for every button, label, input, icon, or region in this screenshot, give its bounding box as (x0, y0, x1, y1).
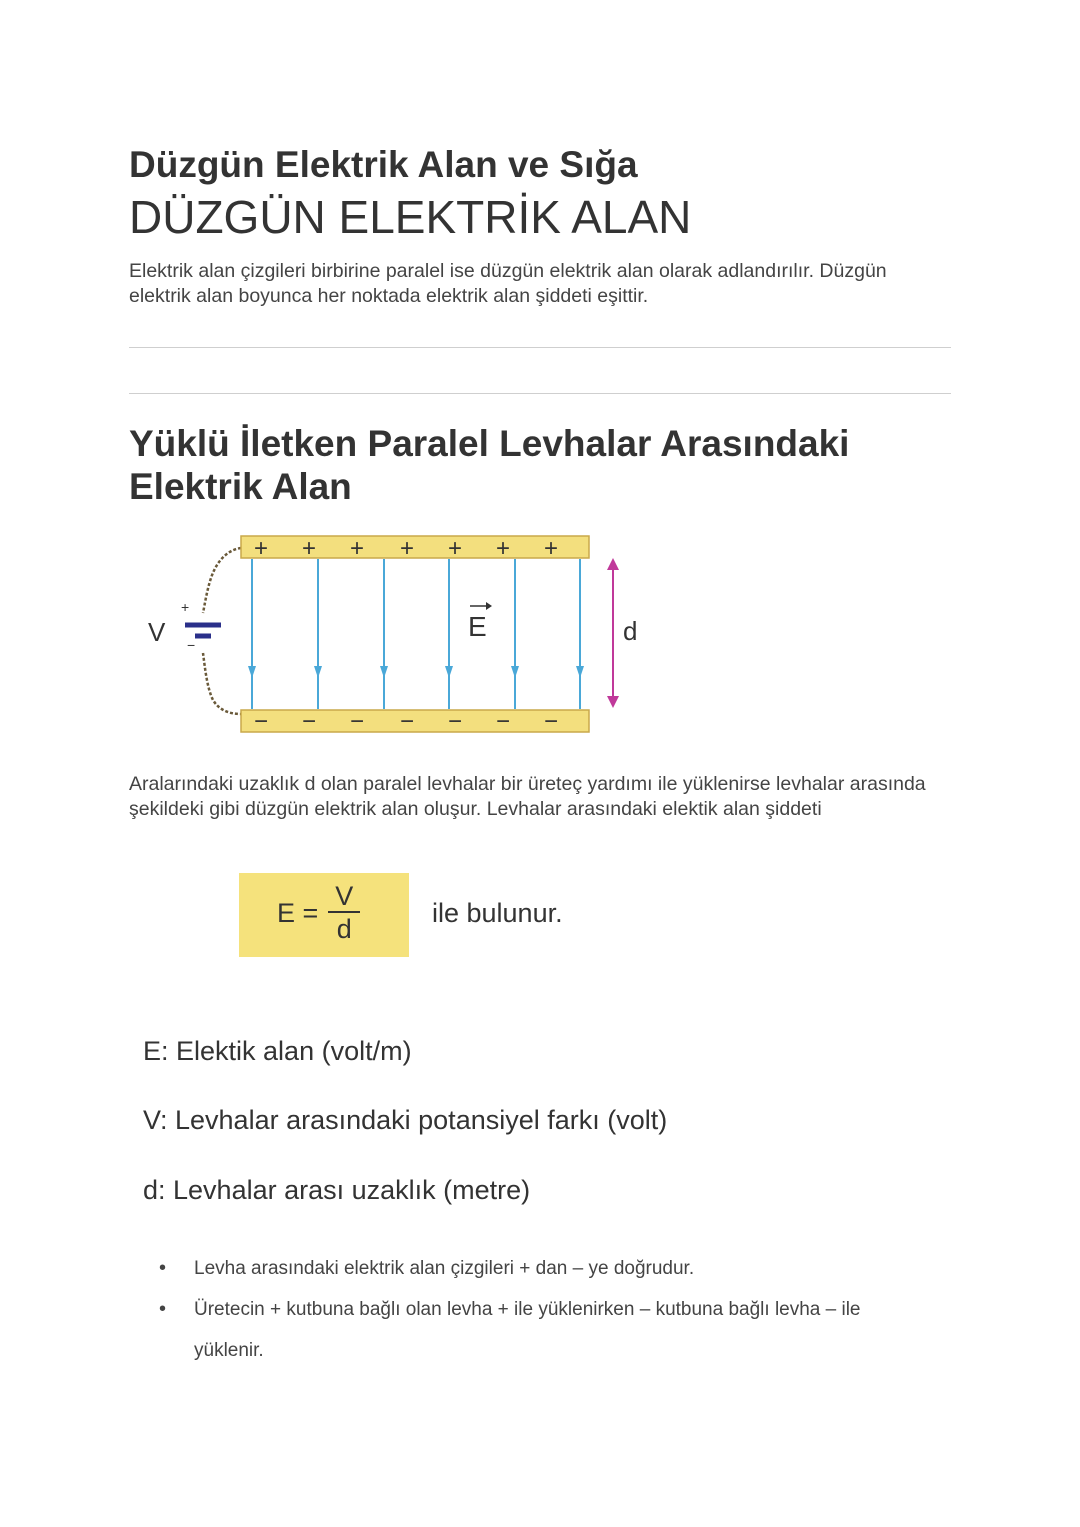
top-plate (241, 536, 589, 558)
bullet-text: Üretecin + kutbuna bağlı olan levha + ile yüklenirken – kutbuna bağlı levha – ile (194, 1299, 861, 1320)
minus-sign: − (349, 708, 365, 735)
bottom-plate (241, 710, 589, 732)
formula-fraction (328, 881, 360, 945)
plus-sign: + (543, 535, 559, 562)
plus-sign: + (495, 535, 511, 562)
formula-tail-text: ile bulunur. (432, 898, 563, 928)
plus-sign: + (253, 535, 269, 562)
field-line (314, 559, 322, 709)
minus-sign: − (301, 708, 317, 735)
field-vector-arrow (470, 602, 492, 610)
wire-coil-bottom (203, 653, 241, 714)
section-title: Yüklü İletken Paralel Levhalar Arasındaki Elektrik Alan (129, 423, 850, 507)
explanation-paragraph: Aralarındaki uzaklık d olan paralel levhalar bir üreteç yardımı ile yüklenirse levhalar arasında şekildeki gibi düzgün elektrik alan oluşur. Levhalar arasındaki elektik alan şiddeti (129, 773, 926, 820)
minus-sign: − (447, 708, 463, 735)
plus-sign: + (447, 535, 463, 562)
divider (129, 393, 951, 394)
plus-sign: + (301, 535, 317, 562)
distance-label: d (623, 616, 638, 646)
plus-sign: + (349, 535, 365, 562)
minus-sign: − (253, 708, 269, 735)
bullet-text: Levha arasındaki elektrik alan çizgileri + dan – ye doğrudur. (194, 1258, 695, 1279)
formula-numerator: V (335, 881, 354, 911)
field-line (576, 559, 584, 709)
field-line (248, 559, 256, 709)
wire-coil-top (203, 548, 241, 613)
plus-sign: + (399, 535, 415, 562)
field-label: E (468, 611, 487, 642)
formula-denominator: d (336, 914, 352, 944)
bullet-dot: • (159, 1298, 167, 1320)
formula-lhs: E = (277, 897, 319, 928)
bullet-dot: • (159, 1257, 167, 1279)
field-lines (248, 559, 584, 709)
battery-plus-sign: + (181, 599, 190, 615)
distance-arrow (607, 558, 619, 708)
intro-paragraph: Elektrik alan çizgileri birbirine paralel ise düzgün elektrik alan olarak adlandırılır. Düzgün elektrik alan boyunca her noktada elektrik alan şiddeti eşittir. (129, 260, 887, 307)
bullet-item (129, 1248, 951, 1289)
definition-e: E: Elektik alan (volt/m) (143, 1036, 412, 1066)
bullet-list (129, 1248, 951, 1371)
minus-sign: − (399, 708, 415, 735)
page-title: Düzgün Elektrik Alan ve Sığa (129, 144, 638, 185)
definition-d: d: Levhalar arası uzaklık (metre) (143, 1175, 531, 1205)
divider (129, 347, 951, 348)
formula-box (239, 873, 409, 957)
field-line (380, 559, 388, 709)
field-line (445, 559, 453, 709)
bullet-text-continued: yüklenir. (194, 1340, 264, 1361)
battery-minus-sign: − (187, 637, 196, 653)
page-subtitle: DÜZGÜN ELEKTRİK ALAN (129, 191, 692, 243)
formula (277, 881, 360, 945)
parallel-plates-diagram (131, 528, 651, 743)
definition-v: V: Levhalar arasındaki potansiyel farkı (volt) (143, 1105, 668, 1135)
minus-sign: − (495, 708, 511, 735)
voltage-label: V (148, 617, 166, 647)
minus-sign: − (543, 708, 559, 735)
bullet-item (129, 1289, 951, 1371)
field-line (511, 559, 519, 709)
